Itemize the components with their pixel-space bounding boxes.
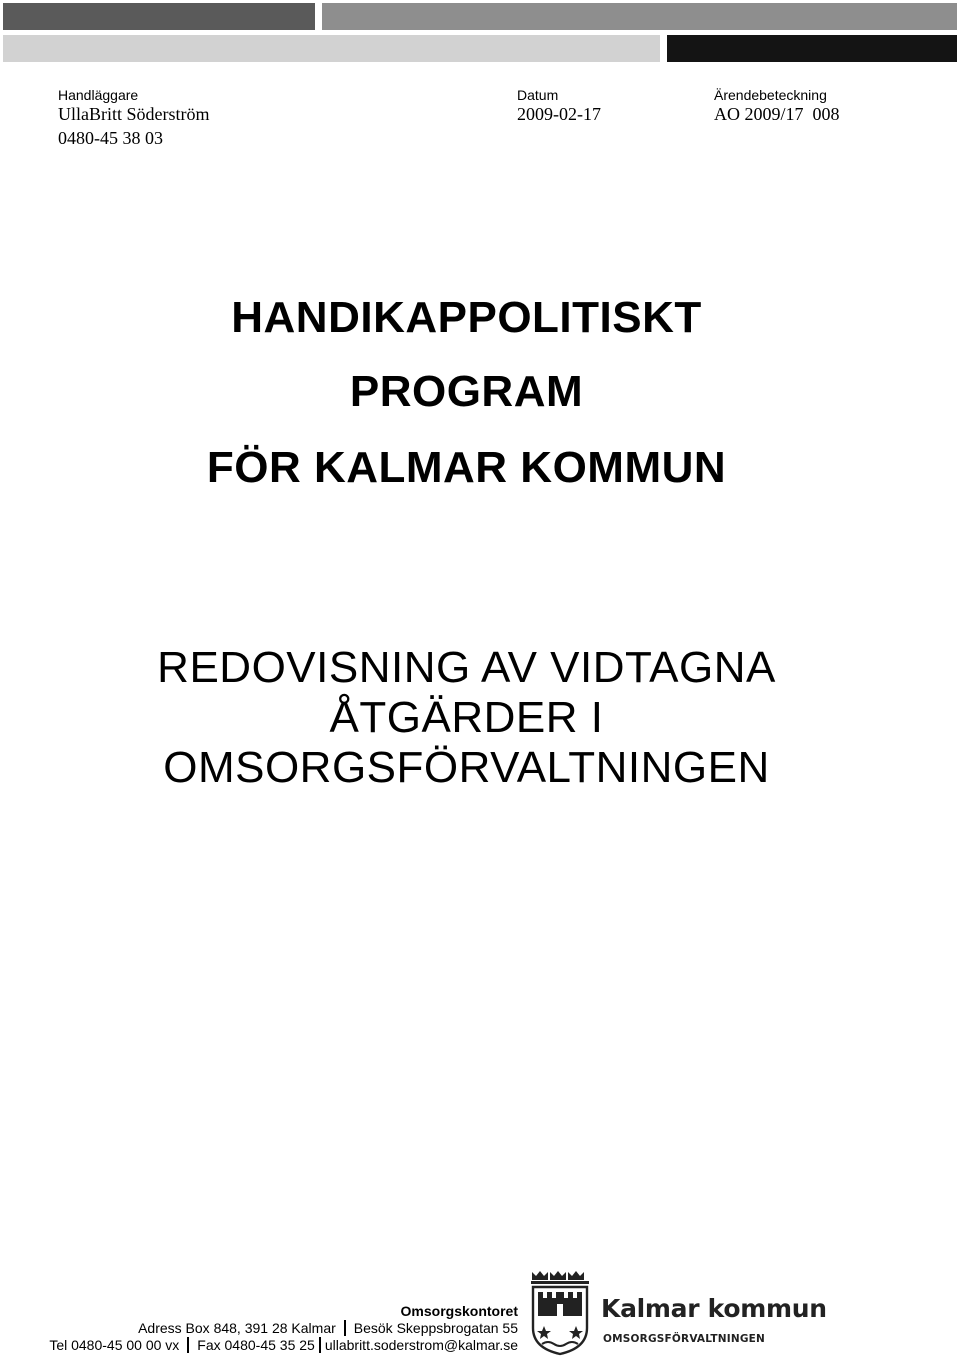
header-bar-mid bbox=[322, 3, 957, 30]
logo-department: OMSORGSFÖRVALTNINGEN bbox=[603, 1333, 766, 1345]
footer-address: Adress Box 848, 391 28 Kalmar bbox=[138, 1320, 336, 1336]
kalmar-crest-icon bbox=[528, 1270, 592, 1356]
footer-separator bbox=[344, 1320, 346, 1336]
header-bar-light bbox=[3, 35, 660, 62]
handlaggare-label: Handläggare bbox=[58, 87, 139, 103]
footer-tel: Tel 0480-45 00 00 vx bbox=[49, 1337, 180, 1353]
arende-label: Ärendebeteckning bbox=[714, 87, 827, 103]
footer-fax: Fax 0480-45 35 25 bbox=[197, 1337, 315, 1353]
subtitle-line-3: OMSORGSFÖRVALTNINGEN bbox=[163, 743, 770, 792]
footer-line-contact bbox=[49, 1337, 518, 1353]
footer-office: Omsorgskontoret bbox=[400, 1303, 518, 1319]
handlaggare-name: UllaBritt Söderström bbox=[58, 104, 210, 124]
footer-email: ullabritt.soderstrom@kalmar.se bbox=[324, 1337, 518, 1353]
title-line-2: PROGRAM bbox=[349, 367, 584, 416]
footer-separator bbox=[187, 1337, 189, 1353]
subtitle-line-1: REDOVISNING AV VIDTAGNA bbox=[157, 643, 776, 692]
title-line-1: HANDIKAPPOLITISKT bbox=[231, 293, 702, 342]
footer-visit: Besök Skeppsbrogatan 55 bbox=[353, 1320, 518, 1336]
subtitle-line-2: ÅTGÄRDER I bbox=[329, 693, 604, 742]
arende-value: AO 2009/17 008 bbox=[714, 104, 840, 124]
handlaggare-phone: 0480-45 38 03 bbox=[58, 128, 163, 148]
header-bar-dark bbox=[3, 3, 315, 30]
datum-value: 2009-02-17 bbox=[517, 104, 601, 124]
footer-separator bbox=[319, 1337, 321, 1353]
datum-label: Datum bbox=[517, 87, 559, 103]
logo-name: Kalmar kommun bbox=[601, 1294, 827, 1323]
title-line-3: FÖR KALMAR KOMMUN bbox=[206, 443, 727, 492]
footer-line-address bbox=[138, 1320, 518, 1336]
header-bar-black bbox=[667, 35, 957, 62]
